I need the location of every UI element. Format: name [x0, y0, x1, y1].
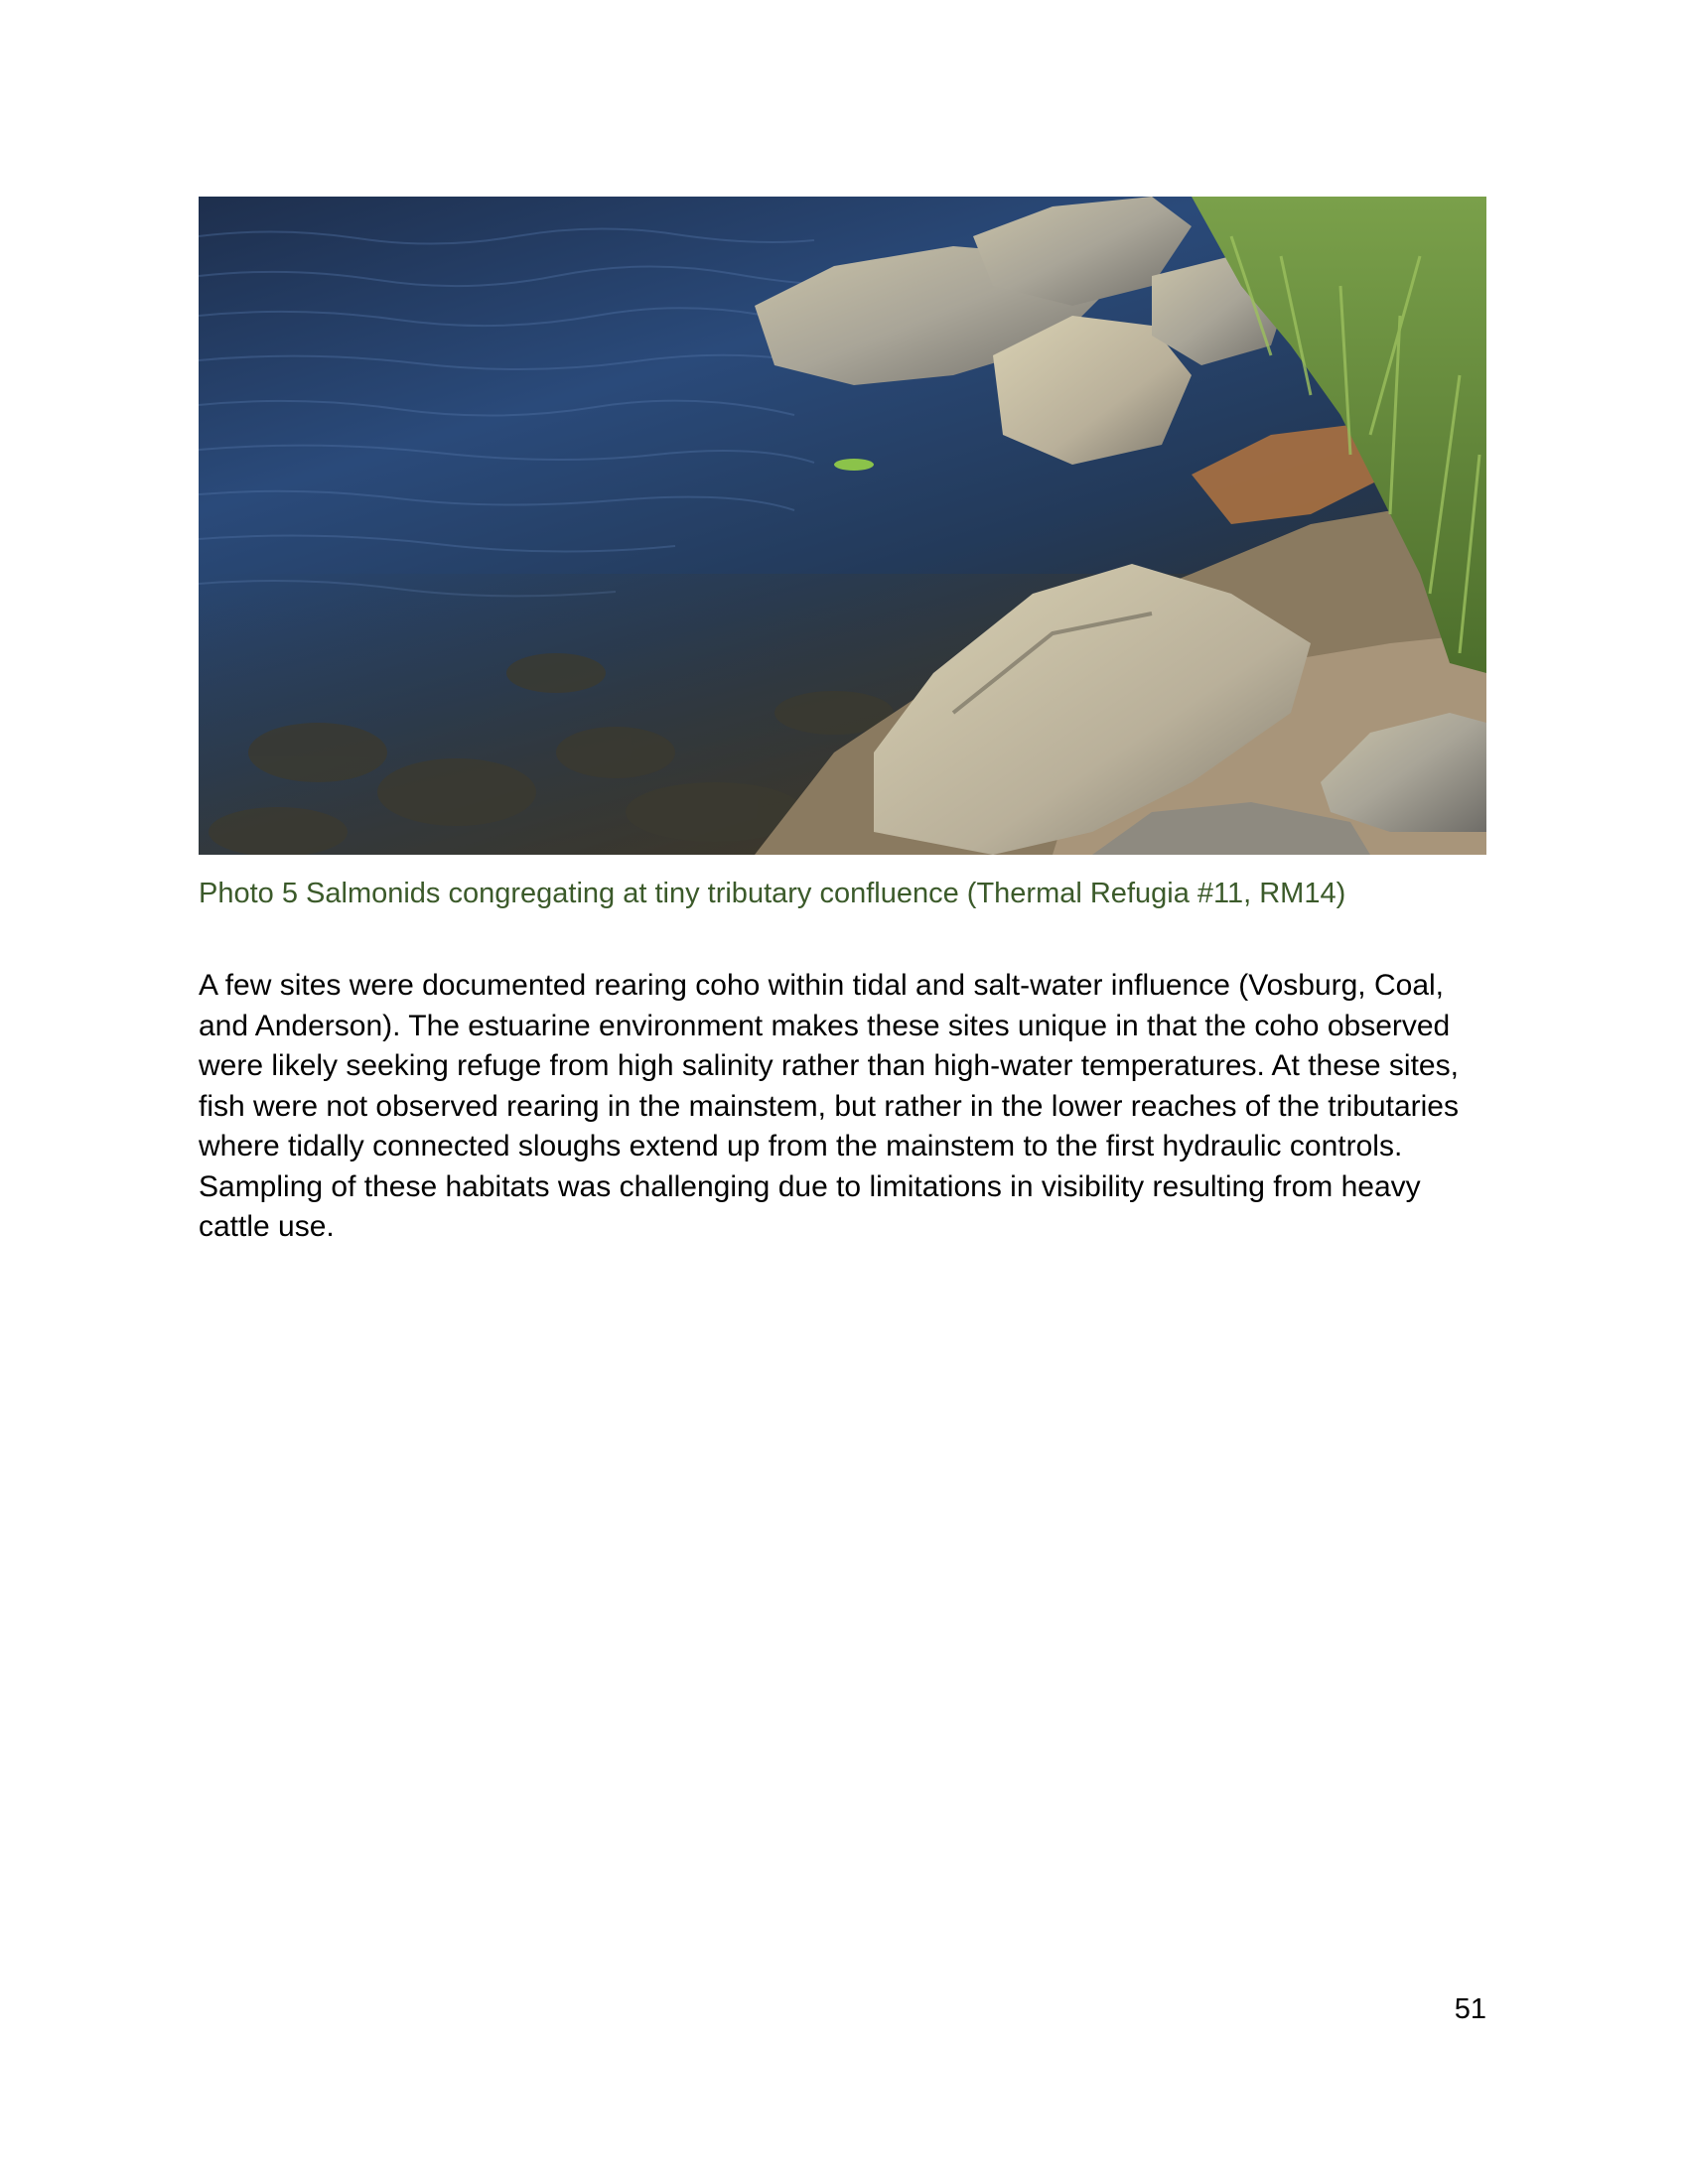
body-paragraph-block	[199, 966, 1499, 1248]
photo-caption: Photo 5 Salmonids congregating at tiny tributary confluence (Thermal Refugia #11, RM14)	[199, 878, 1346, 909]
body-paragraph: A few sites were documented rearing coho within tidal and salt-water influence (Vosburg, Coal, and Anderson). The estuarine environment makes these sites unique in that the coho observed were likely seeking refuge from high salinity rather than high-water temperatures. At these sites, fish were not observed rearing in the mainstem, but rather in the lower reaches of the tributaries where tidally connected sloughs extend up from the mainstem to the first hydraulic controls. Sampling of these habitats was challenging due to limitations in visibility resulting from heavy cattle use.	[199, 969, 1459, 1243]
page-number: 51	[1454, 1993, 1486, 2025]
stream-photo	[199, 197, 1486, 855]
